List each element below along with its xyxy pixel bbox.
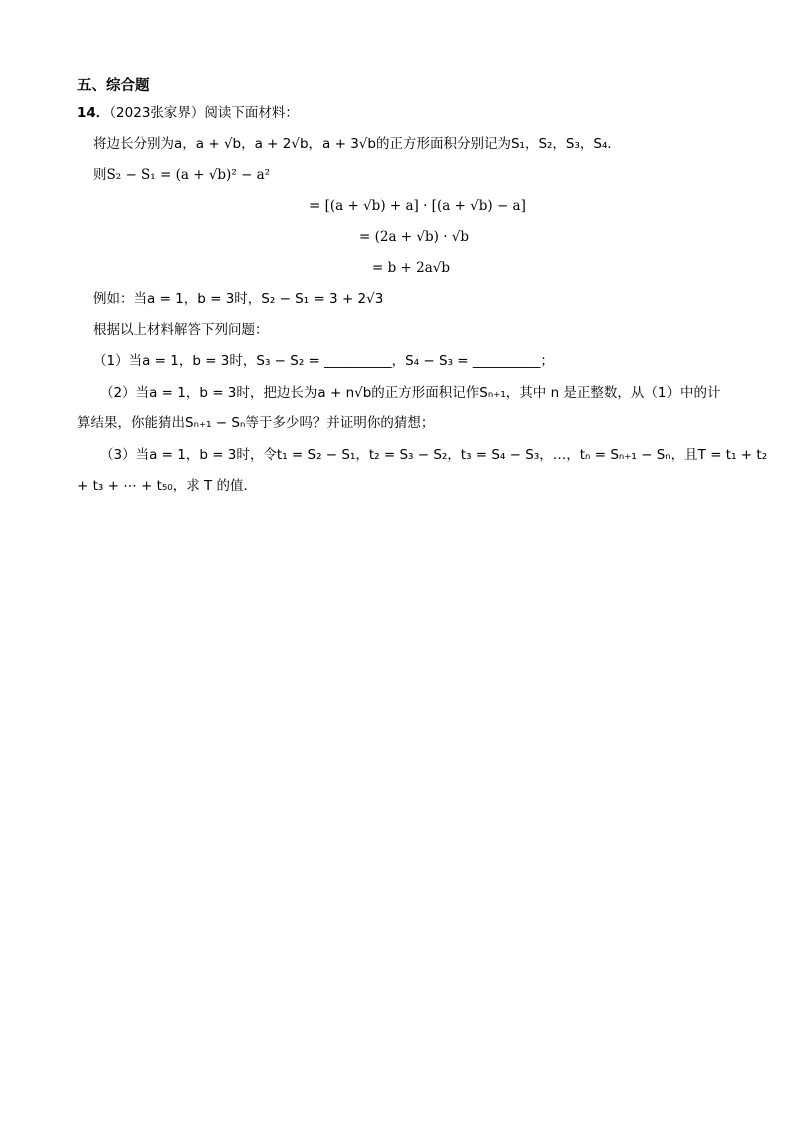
material-line-4: = (2a + √b) · √b <box>359 229 470 245</box>
part-1: （1）当a = 1，b = 3时，S₃ − S₂ = __________，S₄ − S₃ = __________； <box>93 353 554 369</box>
material-line-3: = [(a + √b) + a] · [(a + √b) − a] <box>309 198 526 214</box>
question-header <box>77 103 299 123</box>
material-line-1: 将边长分别为a，a + √b，a + 2√b，a + 3√b的正方形面积分别记为S₁，S₂，S₃，S₄． <box>93 136 621 152</box>
material-line-5: = b + 2a√b <box>372 260 451 276</box>
material-line-2: 则S₂ − S₁ = (a + √b)² − a² <box>93 167 271 183</box>
section-title: 五、综合题 <box>77 78 150 94</box>
material-example: 例如：当a = 1，b = 3时，S₂ − S₁ = 3 + 2√3 <box>93 291 384 307</box>
part-3-line-1: （3）当a = 1，b = 3时，令t₁ = S₂ − S₁，t₂ = S₃ − S₂，t₃ = S₄ − S₃，…，tₙ = Sₙ₊₁ − Sₙ，且T = t₁ + t₂ <box>100 447 768 463</box>
question-stem: 阅读下面材料： <box>204 105 299 121</box>
part-2-line-1: （2）当a = 1，b = 3时，把边长为a + n√b的正方形面积记作Sₙ₊₁，其中 n 是正整数，从（1）中的计 <box>100 385 721 401</box>
question-source: （2023张家界） <box>109 105 205 121</box>
answer-prompt: 根据以上材料解答下列问题： <box>93 322 269 338</box>
part-2-line-2: 算结果，你能猜出Sₙ₊₁ − Sₙ等于多少吗？并证明你的猜想； <box>77 415 435 431</box>
question-number: 14． <box>77 105 110 121</box>
part-3-line-2: + t₃ + ⋯ + t₅₀，求 T 的值． <box>77 478 258 494</box>
